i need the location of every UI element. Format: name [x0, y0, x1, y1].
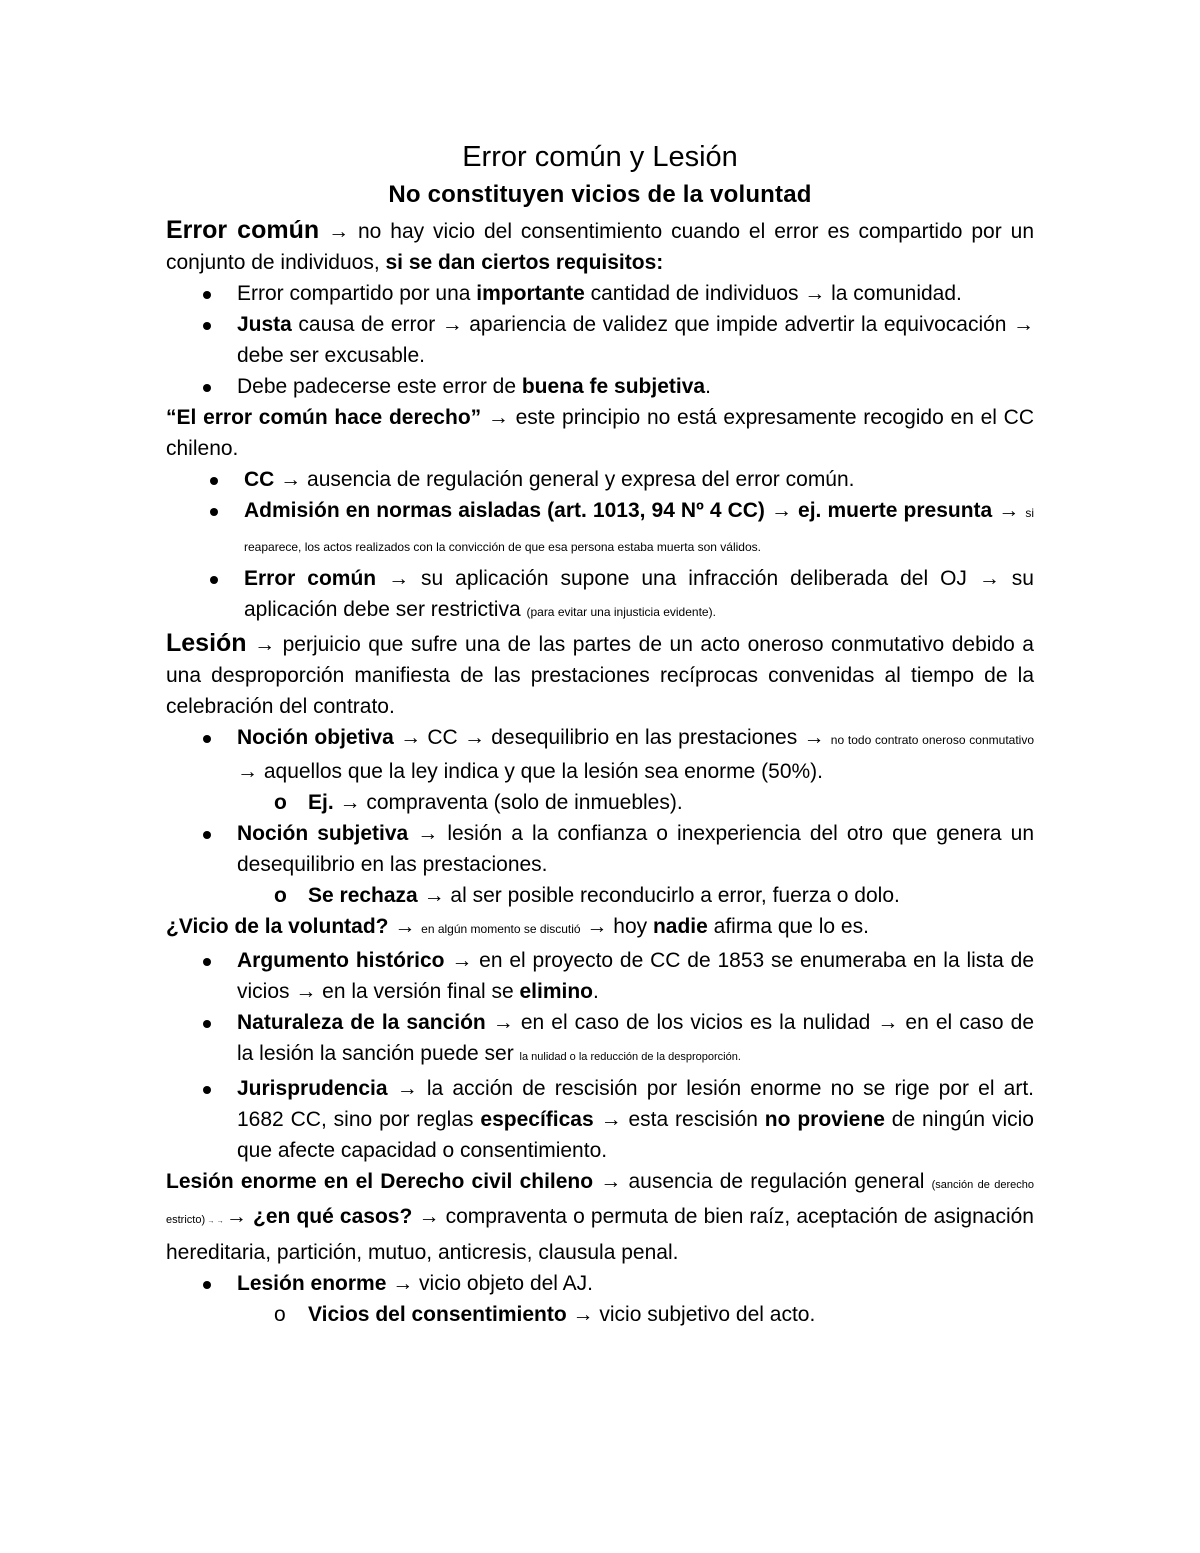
- list-item: Noción objetiva → CC → desequilibrio en las prestaciones → no todo contrato oneroso conmutativo → aquellos que la ley indica y que la lesión sea enorme (50%).: [166, 722, 1034, 787]
- bullet-icon: [203, 831, 211, 839]
- error-comun-paragraph: [166, 215, 1034, 278]
- page-title: Error común y Lesión: [462, 141, 738, 173]
- sub-list-item: o Vicios del consentimiento → vicio subjetivo del acto.: [166, 1299, 1034, 1330]
- document-body: [166, 137, 1034, 1330]
- bullet-icon: [203, 322, 211, 330]
- principio-paragraph: “El error común hace derecho” → este principio no está expresamente recogido en el CC chileno.: [166, 406, 1034, 460]
- lesion-enorme-heading: Lesión enorme en el Derecho civil chileno: [166, 1170, 594, 1193]
- bullet-icon: [203, 735, 211, 743]
- lesion-sublist: [166, 787, 1034, 818]
- lesion-paragraph: Lesión → perjuicio que sufre una de las partes de un acto oneroso conmutativo debido a una desproporción manifiesta de las prestaciones recíprocas convenidas al tiempo de la celebración del contrato.: [166, 629, 1034, 718]
- list-item: Admisión en normas aisladas (art. 1013, 94 Nº 4 CC) → ej. muerte presunta → si reaparece, los actos realizados con la convicción de que esa persona estaba muerta son válidos.: [166, 495, 1034, 563]
- list-item: Naturaleza de la sanción → en el caso de los vicios es la nulidad → en el caso de la lesión la sanción puede ser la nulidad o la reducción de la desproporción.: [166, 1007, 1034, 1073]
- principio-list: [166, 464, 1034, 628]
- lesion-heading: Lesión: [166, 629, 247, 657]
- bullet-icon: [203, 958, 211, 966]
- error-comun-heading: Error común: [166, 216, 320, 244]
- error-comun-requisitos-list: [166, 278, 1034, 402]
- list-item: Noción subjetiva → lesión a la confianza o inexperiencia del otro que genera un desequilibrio en las prestaciones.: [166, 818, 1034, 880]
- bullet-icon: [203, 291, 211, 299]
- lesion-enorme-list: [166, 1268, 1034, 1299]
- sub-list-item: o Se rechaza → al ser posible reconducirlo a error, fuerza o dolo.: [166, 880, 1034, 911]
- lesion-list-2: [166, 818, 1034, 880]
- principio-heading: “El error común hace derecho”: [166, 406, 482, 429]
- list-item: Error común → su aplicación supone una infracción deliberada del OJ → su aplicación debe ser restrictiva (para evitar una injusticia evidente).: [166, 563, 1034, 628]
- circle-bullet-icon: o: [274, 884, 287, 907]
- bullet-icon: [203, 1281, 211, 1289]
- list-item: CC → ausencia de regulación general y expresa del error común.: [166, 464, 1034, 495]
- arrow: →: [328, 220, 350, 243]
- error-comun-intro-bold: si se dan ciertos requisitos:: [385, 251, 664, 274]
- lesion-list: [166, 722, 1034, 787]
- bullet-icon: [203, 384, 211, 392]
- list-item: Debe padecerse este error de buena fe subjetiva.: [166, 371, 1034, 402]
- vicio-list: [166, 945, 1034, 1166]
- lesion-enorme-paragraph: Lesión enorme en el Derecho civil chileno → ausencia de regulación general (sanción de derecho estricto) → → → ¿en qué casos? → compraventa o permuta de bien raíz, aceptación de asignación hereditaria, partición, mutuo, anticresis, clausula penal.: [166, 1170, 1034, 1264]
- list-item: Error compartido por una importante cantidad de individuos → la comunidad.: [166, 278, 1034, 309]
- lesion-enorme-sublist: [166, 1299, 1034, 1330]
- vicio-paragraph: ¿Vicio de la voluntad? → en algún momento se discutió → hoy nadie afirma que lo es.: [166, 915, 869, 938]
- list-item: Argumento histórico → en el proyecto de CC de 1853 se enumeraba en la lista de vicios → en la versión final se elimino.: [166, 945, 1034, 1007]
- list-item: Justa causa de error → apariencia de validez que impide advertir la equivocación → debe ser excusable.: [166, 309, 1034, 371]
- bullet-icon: [210, 576, 218, 584]
- list-item: Jurisprudencia → la acción de rescisión por lesión enorme no se rige por el art. 1682 CC, sino por reglas específicas → esta rescisión no proviene de ningún vicio que afecte capacidad o consentimiento.: [166, 1073, 1034, 1166]
- vicio-heading: ¿Vicio de la voluntad?: [166, 915, 389, 938]
- error-comun-intro: no hay vicio del consentimiento cuando el error es compartido por un conjunto de individuos,: [166, 220, 1034, 274]
- sub-list-item: o Ej. → compraventa (solo de inmuebles).: [166, 787, 1034, 818]
- circle-bullet-icon: o: [274, 1303, 286, 1326]
- bullet-icon: [210, 477, 218, 485]
- list-item: Lesión enorme → vicio objeto del AJ.: [166, 1268, 1034, 1299]
- lesion-sublist-2: [166, 880, 1034, 911]
- circle-bullet-icon: o: [274, 791, 287, 814]
- bullet-icon: [203, 1086, 211, 1094]
- page-subtitle: No constituyen vicios de la voluntad: [388, 181, 812, 208]
- bullet-icon: [203, 1020, 211, 1028]
- bullet-icon: [210, 508, 218, 516]
